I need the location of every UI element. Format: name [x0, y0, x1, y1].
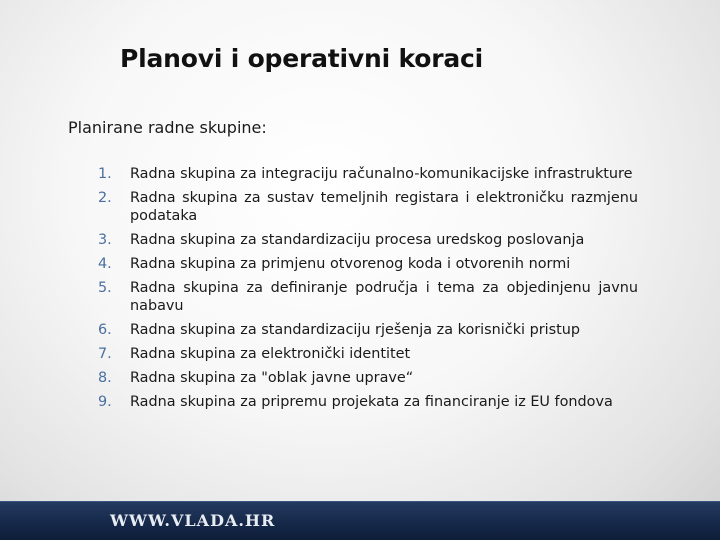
list-item-text: Radna skupina za primjenu otvorenog koda i otvorenih normi: [130, 256, 571, 272]
list-item: [98, 279, 638, 315]
list-item-number: 1.: [98, 166, 112, 182]
list-item-text: Radna skupina za integraciju računalno-komunikacijske infrastrukture: [130, 166, 633, 182]
list-item-text: Radna skupina za pripremu projekata za financiranje iz EU fondova: [130, 394, 613, 410]
list-item-number: 8.: [98, 370, 112, 386]
list-item-number: 6.: [98, 322, 112, 338]
list-item: [98, 369, 638, 387]
list-item-number: 5.: [98, 280, 112, 296]
list-item-text: Radna skupina za definiranje područja i tema za objedinjenu javnu nabavu: [130, 280, 638, 314]
list-item: [98, 165, 638, 183]
list-item-text: Radna skupina za "oblak javne uprave“: [130, 370, 414, 386]
slide-title: Planovi i operativni koraci: [120, 44, 484, 73]
list-item-text: Radna skupina za standardizaciju procesa uredskog poslovanja: [130, 232, 585, 248]
list-item-text: Radna skupina za elektronički identitet: [130, 346, 411, 362]
footer-bar: [0, 501, 720, 540]
list-item-number: 4.: [98, 256, 112, 272]
list-item-text: Radna skupina za standardizaciju rješenja za korisnički pristup: [130, 322, 581, 338]
intro-text: Planirane radne skupine:: [68, 118, 267, 137]
list-item: [98, 345, 638, 363]
list-item-text: Radna skupina za sustav temeljnih registara i elektroničku razmjenu podataka: [130, 190, 638, 224]
list-item-number: 9.: [98, 394, 112, 410]
working-group-list: [98, 165, 638, 417]
list-item-number: 3.: [98, 232, 112, 248]
list-item: [98, 231, 638, 249]
list-item-number: 2.: [98, 190, 112, 206]
list-item: [98, 189, 638, 225]
list-item: [98, 321, 638, 339]
footer-website-link[interactable]: WWW.VLADA.HR: [110, 511, 276, 530]
list-item: [98, 393, 638, 411]
list-item: [98, 255, 638, 273]
list-item-number: 7.: [98, 346, 112, 362]
